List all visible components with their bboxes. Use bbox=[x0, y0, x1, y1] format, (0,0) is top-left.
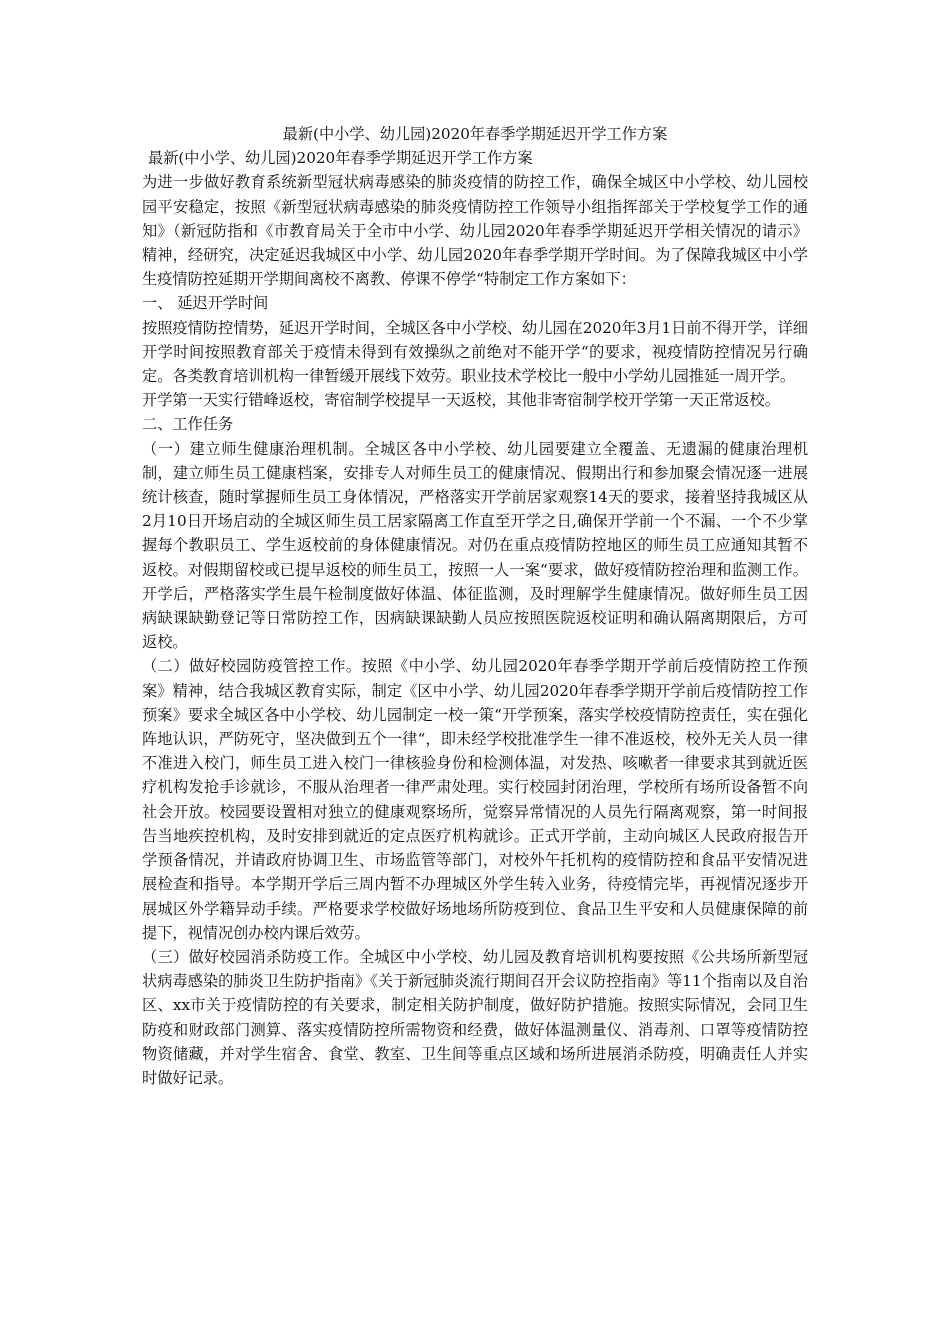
intro-paragraph: 为进一步做好教育系统新型冠状病毒感染的肺炎疫情的防控工作，确保全城区中小学校、幼儿园校园平安稳定，按照《新型冠状病毒感染的肺炎疫情防控工作领导小组指挥部关于学校复学工作的通知》（新冠防指和《市教育局关于全市中小学、幼儿园2020年春季学期延迟开学相关情况的请示》精神，经研究，决定延迟我城区中小学、幼儿园2020年春季学期开学时间。为了保障我城区中小学生疫情防控延期开学期间离校不离教、停课不停学“特制定工作方案如下： bbox=[142, 173, 808, 289]
section-1-paragraph-1: 按照疫情防控情势，延迟开学时间，全城区各中小学校、幼儿园在2020年3月1日前不得开学，详细开学时间按照教育部关于疫情未得到有效操纵之前绝对不能开学“的要求，视疫情防控情况另行确定。各类教育培训机构一律暂缓开展线下效劳。职业技术学校比一般中小学幼儿园推延一周开学。 bbox=[142, 318, 808, 386]
section-1-paragraph-2: 开学第一天实行错峰返校，寄宿制学校提早一天返校，其他非寄宿制学校开学第一天正常返校。 bbox=[142, 391, 780, 410]
document-subtitle: 最新(中小学、幼儿园)2020年春季学期延迟开学工作方案 bbox=[148, 149, 533, 168]
document-page bbox=[142, 122, 808, 1090]
section-2-paragraph-1: （一）建立师生健康治理机制。全城区各中小学校、幼儿园要建立全覆盖、无遗漏的健康治理机制，建立师生员工健康档案，安排专人对师生员工的健康情况、假期出行和参加聚会情况逐一进展统计核查，随时掌握师生员工身体情况，严格落实开学前居家观察14天的要求，接着坚持我城区从2月10日开场启动的全城区师生员工居家隔离工作直至开学之日,确保开学前一个不漏、一个不少掌握每个教职员工、学生返校前的身体健康情况。对仍在重点疫情防控地区的师生员工应通知其暂不返校。对假期留校或已提早返校的师生员工，按照一人一案“要求，做好疫情防控治理和监测工作。开学后，严格落实学生晨午检制度做好体温、体征监测，及时理解学生健康情况。做好师生员工因病缺课缺勤登记等日常防控工作，因病缺课缺勤人员应按照医院返校证明和确认隔离期限后，方可返校。 bbox=[142, 439, 808, 652]
section-2-paragraph-3: （三）做好校园消杀防疫工作。全城区中小学校、幼儿园及教育培训机构要按照《公共场所新型冠状病毒感染的肺炎卫生防护指南》《关于新冠肺炎流行期间召开会议防控指南》等11个指南以及自治区、xx市关于疫情防控的有关要求，制定相关防护制度，做好防护措施。按照实际情况，会同卫生防疫和财政部门测算、落实疫情防控所需物资和经费，做好体温测量仪、消毒剂、口罩等疫情防控物资储藏，并对学生宿舍、食堂、教室、卫生间等重点区域和场所进展消杀防疫，明确责任人并实时做好记录。 bbox=[142, 947, 808, 1087]
section-2-heading: 二、工作任务 bbox=[142, 415, 234, 434]
section-2-paragraph-2: （二）做好校园防疫管控工作。按照《中小学、幼儿园2020年春季学期开学前后疫情防控工作预案》精神，结合我城区教育实际，制定《区中小学、幼儿园2020年春季学期开学前后疫情防控工作预案》要求全城区各中小学校、幼儿园制定一校一策“开学预案，落实学校疫情防控责任，实在强化阵地认识，严防死守，坚决做到五个一律“，即未经学校批准学生一律不准返校，校外无关人员一律不准进入校门，师生员工进入校门一律核验身份和检测体温，对发热、咳嗽者一律要求其到就近医疗机构发抢手诊就诊，不服从治理者一律严肃处理。实行校园封闭治理，学校所有场所设备暂不向社会开放。校园要设置相对独立的健康观察场所，觉察异常情况的人员先行隔离观察，第一时间报告当地疾控机构，及时安排到就近的定点医疗机构就诊。正式开学前，主动向城区人民政府报告开学预备情况，并请政府协调卫生、市场监管等部门，对校外午托机构的疫情防控和食品平安情况进展检查和指导。本学期开学后三周内暂不办理城区外学生转入业务，待疫情完毕，再视情况逐步开展城区外学籍异动手续。严格要求学校做好场地场所防疫到位、食品卫生平安和人员健康保障的前提下，视情况创办校内课后效劳。 bbox=[142, 657, 808, 942]
section-1-heading: 一、 延迟开学时间 bbox=[142, 294, 269, 313]
document-title: 最新(中小学、幼儿园)2020年春季学期延迟开学工作方案 bbox=[282, 125, 668, 143]
